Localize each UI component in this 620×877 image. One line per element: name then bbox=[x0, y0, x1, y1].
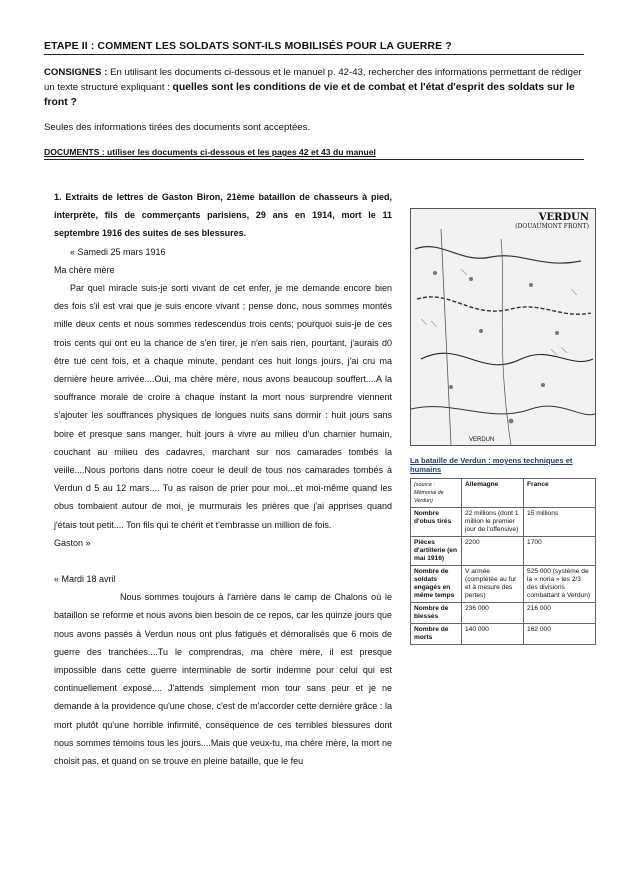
map-title-text: VERDUN bbox=[538, 212, 589, 223]
instructions-question: quelles sont les conditions de vie et de combat et l'état d'esprit des soldats sur le front ? bbox=[44, 82, 575, 108]
letter-signature: Gaston » bbox=[54, 537, 91, 548]
cell-france: 162 000 bbox=[524, 624, 596, 645]
documents-heading bbox=[44, 147, 584, 160]
cell-germany: V armée (complétée au fur et à mesure des pertes) bbox=[462, 566, 524, 603]
letter-date-2: « Mardi 18 avril bbox=[54, 574, 116, 585]
verdun-stats-table bbox=[410, 478, 596, 645]
worksheet-page bbox=[44, 40, 584, 172]
table-header-row bbox=[411, 479, 596, 508]
column-header-france: France bbox=[524, 479, 596, 508]
letter-heading: 1. Extraits de lettres de Gaston Biron, 21ème bataillon de chasseurs à pied, interprète, fils de commerçants parisiens, 29 ans en 1914, mort le 11 septembre 1916 des suites de ses blessures. bbox=[54, 192, 392, 239]
map-drawing bbox=[411, 209, 595, 445]
documents-text: utiliser les documents ci-dessous et les pages 42 et 43 du manuel bbox=[104, 147, 376, 157]
sources-note: Seules des informations tirées des documents sont acceptées. bbox=[44, 122, 311, 133]
table-title: La bataille de Verdun : moyens techniques et humains bbox=[410, 456, 573, 474]
table-row bbox=[411, 537, 596, 566]
column-header-germany: Allemagne bbox=[462, 479, 524, 508]
letter-date-1: « Samedi 25 mars 1916 bbox=[70, 246, 166, 257]
letter-body-1: Par quel miracle suis-je sorti vivant de cet enfer, je me demande encore bien des fois s'il est vrai que je suis encore vivant ; pense donc, nous sommes montés mille deux cents et nous sommes redescendus trois cents; pourquoi suis-je de ces trois cents qui ont eu la chance de s'en tirer, je n'en sais rien, pourtant, j'aurais d0 être tué cent fois, et à chaque minute, pendant ces huit longs jours, j'ai cru ma dernière heure arrivée....Oui, ma chère mère, nous avons beaucoup souffert....A la souffrance morale de croire à chaque instant la mort nous surprendre viennent s'ajouter les souffrances physiques de longues nuits sans dormir : huit jours sans boire et presque sans manger, huit jours à vivre au milieu d'un charnier humain, couchant au milieu des cadavres, marchant sur nos camarades tombés la veille....Nous portons dans notre coeur le deuil de tous nos camarades tombés à Verdun d 5 au 12 mars.... Tu as raison de prier pour moi...et moi-même quand les obus tombaient autour de moi, je murmurais les prières que j'ai apprises quand j'étais tout petit.... Ton fils qui te chérit et t'embrasse un million de fois. bbox=[54, 283, 392, 530]
documents-label: DOCUMENTS : bbox=[44, 147, 105, 157]
table-row bbox=[411, 508, 596, 537]
letter-salutation: Ma chère mère bbox=[54, 264, 115, 275]
map-title bbox=[515, 212, 589, 230]
cell-germany: 2200 bbox=[462, 537, 524, 566]
table-source bbox=[411, 479, 462, 508]
page-title: ETAPE II : COMMENT LES SOLDATS SONT-ILS MOBILISÉS POUR LA GUERRE ? bbox=[44, 40, 584, 55]
map-subtitle: (DOUAUMONT FRONT) bbox=[515, 223, 589, 230]
cell-germany: 22 millions (dont 1 million le premier jour de l'offensive) bbox=[462, 508, 524, 537]
table-row bbox=[411, 566, 596, 603]
instructions-label: CONSIGNES : bbox=[44, 67, 108, 78]
cell-germany: 236 000 bbox=[462, 603, 524, 624]
letter-extract bbox=[54, 188, 392, 770]
instructions bbox=[44, 65, 584, 110]
map-footer: VERDUN bbox=[469, 437, 495, 443]
letter-body-2: Nous sommes toujours à l'arrière dans le camp de Chalons où le bataillon se reforme et nous avons bien besoin de ce repos, car les quinze jours que nous avons passés à Verdun nous ont plus fatigués et démoralisés que 6 mois de guerre des tranchées....Tu le comprendras, ma chère mère, il est presque impossible dans cette guerre interminable de sortir indemne pour celui qui est continuellement exposé.... J'attends simplement mon tour sans peur et je ne demande à la providence qu'une chose, c'est de m'accorder cette dernière grâce : la mort plutôt qu'une horrible infirmité, conséquence de ces terribles blessures dont nous sommes témoins tous les jours....Mais que veux-tu, ma chère mère, la mort ne choisit pas, et quand on se trouve en pleine bataille, que le feu bbox=[54, 592, 392, 767]
verdun-map bbox=[410, 208, 596, 446]
row-label: Nombre de blessés bbox=[411, 603, 462, 624]
cell-france: 15 millions bbox=[524, 508, 596, 537]
table-row bbox=[411, 624, 596, 645]
row-label: Nombre de soldats engagés en même temps bbox=[411, 566, 462, 603]
cell-france: 216 000 bbox=[524, 603, 596, 624]
row-label: Nombre de morts bbox=[411, 624, 462, 645]
cell-germany: 140 000 bbox=[462, 624, 524, 645]
row-label: Nombre d'obus tirés bbox=[411, 508, 462, 537]
instructions-text: En utilisant les documents ci-dessous et le manuel p. 42-43, rechercher des informations permettant de rédiger un texte structuré expliquant : bbox=[44, 67, 582, 93]
table-row bbox=[411, 603, 596, 624]
table-source-text: (source : Mémorial de Verdun) bbox=[414, 482, 444, 504]
row-label: Pièces d'artillerie (en mai 1916) bbox=[411, 537, 462, 566]
cell-france: 1700 bbox=[524, 537, 596, 566]
spacer bbox=[54, 552, 392, 570]
cell-france: 525 000 (système de la « noria » les 2/3 des divisions combattant à Verdun) bbox=[524, 566, 596, 603]
